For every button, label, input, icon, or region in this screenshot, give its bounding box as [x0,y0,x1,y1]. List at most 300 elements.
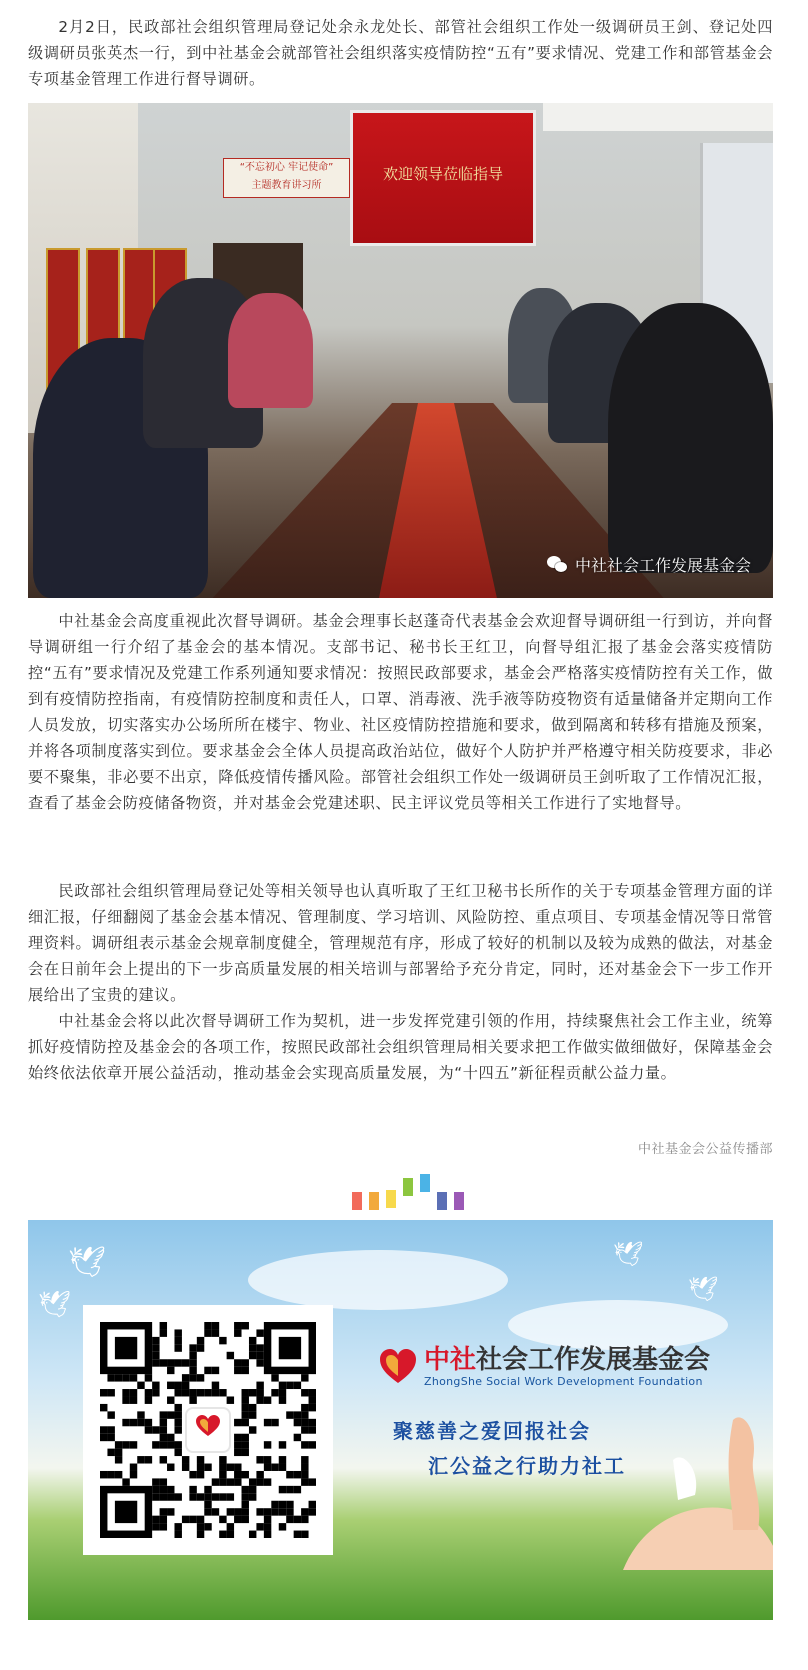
qr-module [115,1441,122,1448]
qr-module [122,1441,129,1448]
qr-module [271,1501,278,1508]
qr-module [189,1486,196,1493]
qr-module [301,1464,308,1471]
qr-module [160,1493,167,1500]
qr-module [301,1374,308,1381]
qr-module [160,1486,167,1493]
qr-module [174,1404,181,1411]
qr-module [242,1449,249,1456]
article-paragraph-3: 民政部社会组织管理局登记处等相关领导也认真听取了王红卫秘书长所作的关于专项基金管理方面的详细汇报，仔细翻阅了基金会基本情况、管理制度、学习培训、风险防控、重点项目、专项基金情况等日常管理资料。调研组表示基金会规章制度健全，管理规范有序，形成了较好的机制以及较为成熟的做法，对基金会在日前年会上提出的下一步高质量发展的相关培训与部署给予充分肯定，同时，还对基金会下一步工作开展给出了宝贵的建议。 [28,882,773,1004]
qr-module [100,1434,107,1441]
qr-module [294,1516,301,1523]
foundation-logo [378,1345,710,1388]
qr-module [130,1396,137,1403]
divider-block [352,1192,362,1210]
qr-module [189,1359,196,1366]
qr-module [167,1508,174,1515]
qr-module [167,1486,174,1493]
qr-module [309,1478,316,1485]
qr-module [182,1374,189,1381]
qr-module [249,1531,256,1538]
qr-module [212,1493,219,1500]
foundation-banner [28,1220,773,1620]
qr-module [204,1367,211,1374]
qr-module [137,1419,144,1426]
qr-module [279,1501,286,1508]
qr-module [100,1404,107,1411]
qr-module [249,1411,256,1418]
qr-finder-square [115,1337,137,1359]
qr-module [286,1471,293,1478]
wechat-icon [547,556,569,574]
qr-module [189,1352,196,1359]
qr-module [189,1367,196,1374]
qr-module [174,1337,181,1344]
qr-module [122,1374,129,1381]
qr-module [160,1434,167,1441]
qr-module [137,1411,144,1418]
hands-illustration [583,1400,773,1580]
qr-module [301,1531,308,1538]
qr-module [100,1471,107,1478]
qr-module [115,1374,122,1381]
qr-module [219,1389,226,1396]
qr-module [249,1493,256,1500]
qr-module [301,1411,308,1418]
qr-module [197,1471,204,1478]
photo-watermark: 中社社会工作发展基金会 [547,553,751,576]
qr-module [167,1411,174,1418]
qr-module [174,1359,181,1366]
qr-module [174,1411,181,1418]
qr-module [301,1456,308,1463]
qr-module [279,1456,286,1463]
qr-module [204,1464,211,1471]
qr-module [152,1478,159,1485]
qr-module [256,1396,263,1403]
qr-module [227,1508,234,1515]
qr-module [294,1419,301,1426]
qr-module [286,1486,293,1493]
qr-module [212,1322,219,1329]
qr-module [264,1508,271,1515]
qr-module [286,1508,293,1515]
qr-module [256,1471,263,1478]
qr-module [167,1367,174,1374]
qr-module [219,1464,226,1471]
qr-module [234,1322,241,1329]
qr-module [271,1508,278,1515]
qr-module [242,1359,249,1366]
qr-module [301,1389,308,1396]
qr-module [197,1516,204,1523]
qr-module [256,1389,263,1396]
qr-module [301,1516,308,1523]
qr-module [264,1441,271,1448]
qr-module [286,1382,293,1389]
qr-module [145,1419,152,1426]
dove-icon: 🕊 [613,1240,644,1268]
qr-module [242,1486,249,1493]
divider-block [454,1192,464,1210]
qr-module [301,1404,308,1411]
qr-module [309,1404,316,1411]
qr-module [197,1523,204,1530]
org-name: 社会工作发展基金会 [476,1345,711,1375]
qr-module [182,1359,189,1366]
qr-module [204,1523,211,1530]
qr-module [234,1441,241,1448]
qr-module [242,1411,249,1418]
qr-module [197,1464,204,1471]
qr-module [212,1478,219,1485]
article-paragraph-intro: 2月2日，民政部社会组织管理局登记处余永龙处长、部管社会组织工作处一级调研员王剑、登记处四级调研员张英杰一行，到中社基金会就部管社会组织落实疫情防控“五有”要求情况、党建工作和部管基金会专项基金管理工作进行督导调研。 [28,18,773,88]
qr-module [227,1352,234,1359]
qr-module [182,1516,189,1523]
qr-module [279,1441,286,1448]
projector-screen: 欢迎领导莅临指导 [353,113,533,243]
qr-module [234,1434,241,1441]
qr-module [249,1344,256,1351]
divider-block [403,1178,413,1196]
qr-module [160,1516,167,1523]
qr-module [107,1426,114,1433]
qr-module [242,1434,249,1441]
qr-module [212,1508,219,1515]
qr-module [234,1329,241,1336]
qr-module [145,1456,152,1463]
qr-module [160,1411,167,1418]
qr-module [189,1374,196,1381]
qr-module [294,1471,301,1478]
qr-module [234,1471,241,1478]
qr-module [256,1344,263,1351]
qr-module [145,1389,152,1396]
qr-module [309,1501,316,1508]
qr-module [294,1434,301,1441]
qr-module [152,1337,159,1344]
qr-module [145,1426,152,1433]
qr-module [204,1501,211,1508]
qr-module [234,1367,241,1374]
qr-module [107,1471,114,1478]
qr-module [219,1516,226,1523]
qr-module [130,1471,137,1478]
qr-module [271,1374,278,1381]
qr-module [174,1449,181,1456]
qr-module [212,1329,219,1336]
qr-module [309,1441,316,1448]
qr-module [204,1486,211,1493]
qr-module [204,1493,211,1500]
qr-module [234,1359,241,1366]
qr-module [189,1396,196,1403]
qr-module [219,1456,226,1463]
qr-module [152,1486,159,1493]
qr-module [130,1374,137,1381]
qr-module [264,1464,271,1471]
qr-module [294,1411,301,1418]
qr-module [115,1471,122,1478]
qr-module [279,1508,286,1515]
qr-module [160,1456,167,1463]
qr-module [160,1508,167,1515]
qr-module [167,1464,174,1471]
qr-module [167,1441,174,1448]
dove-icon: 🕊 [38,1290,72,1320]
qr-module [234,1508,241,1515]
meeting-slogan-board: “不忘初心 牢记使命” 主题教育讲习所 [223,158,350,198]
qr-module [197,1493,204,1500]
qr-module [301,1419,308,1426]
qr-module [174,1426,181,1433]
qr-module [130,1441,137,1448]
org-name-highlight: 中社 [424,1345,477,1375]
qr-module [264,1456,271,1463]
qr-module [301,1471,308,1478]
qr-module [152,1344,159,1351]
color-bar-divider [352,1170,482,1210]
qr-module [160,1329,167,1336]
qr-module [152,1389,159,1396]
qr-module [152,1516,159,1523]
qr-module [152,1426,159,1433]
qr-module [249,1389,256,1396]
qr-module [234,1464,241,1471]
qr-module [249,1486,256,1493]
qr-module [189,1516,196,1523]
qr-module [122,1419,129,1426]
qr-module [182,1464,189,1471]
motto-line-1: 聚慈善之爱回报社会 [393,1419,591,1443]
qr-module [160,1322,167,1329]
org-name-english: ZhongShe Social Work Development Foundation [424,1375,703,1388]
qr-module [197,1389,204,1396]
qr-module [167,1434,174,1441]
qr-finder-square [279,1337,301,1359]
qr-module [115,1456,122,1463]
qr-module [294,1486,301,1493]
qr-module [189,1389,196,1396]
qr-module [264,1419,271,1426]
qr-module [301,1478,308,1485]
qr-module [122,1396,129,1403]
heart-logo-icon [196,1415,220,1437]
qr-module [167,1493,174,1500]
qr-module [301,1426,308,1433]
qr-module [160,1523,167,1530]
divider-block [369,1192,379,1210]
qr-module [242,1419,249,1426]
qr-module [145,1374,152,1381]
qr-module [279,1382,286,1389]
qr-module [256,1329,263,1336]
qr-module [115,1449,122,1456]
qr-module [309,1389,316,1396]
qr-module [256,1382,263,1389]
qr-module [301,1441,308,1448]
qr-finder-square [115,1501,137,1523]
qr-module [294,1531,301,1538]
qr-module [197,1337,204,1344]
qr-module [145,1396,152,1403]
qr-module [174,1441,181,1448]
qr-module [286,1516,293,1523]
qr-module [242,1471,249,1478]
qr-module [174,1344,181,1351]
qr-module [264,1523,271,1530]
qr-module [242,1501,249,1508]
qr-module [279,1464,286,1471]
motto-line-2: 汇公益之行助力社工 [428,1454,626,1478]
qr-module [249,1352,256,1359]
article-paragraph-4: 中社基金会将以此次督导调研工作为契机，进一步发挥党建引领的作用，持续聚焦社会工作主业，统筹抓好疫情防控及基金会的各项工作，按照民政部社会组织管理局相关要求把工作做实做细做好，保障基金会始终依法依章开展公益活动，推动基金会实现高质量发展，为“十四五”新征程贡献公益力量。 [28,1012,773,1082]
qr-module [152,1359,159,1366]
qr-module [152,1352,159,1359]
qr-module [279,1396,286,1403]
qr-module [212,1367,219,1374]
qr-module [256,1508,263,1515]
qr-module [107,1389,114,1396]
qr-module [309,1419,316,1426]
qr-module [242,1404,249,1411]
qr-module [234,1419,241,1426]
qr-module [160,1419,167,1426]
qr-module [227,1396,234,1403]
qr-module [242,1389,249,1396]
qr-module [256,1352,263,1359]
meeting-photo [28,103,773,598]
qr-module [242,1508,249,1515]
qr-module [107,1374,114,1381]
qr-module [271,1389,278,1396]
divider-block [420,1174,430,1192]
article-signature: 中社基金会公益传播部 [637,1142,773,1157]
dove-icon: 🕊 [688,1275,719,1303]
qr-module [309,1396,316,1403]
qr-module [130,1464,137,1471]
qr-module [204,1508,211,1515]
qr-module [279,1523,286,1530]
foundation-heart-icon [378,1347,418,1387]
qr-module [242,1367,249,1374]
qr-module [294,1382,301,1389]
qr-module [249,1337,256,1344]
qr-module [197,1344,204,1351]
qr-module [182,1456,189,1463]
qr-module [286,1501,293,1508]
qr-module [100,1426,107,1433]
qr-module [152,1382,159,1389]
qr-module [204,1389,211,1396]
qr-module [107,1434,114,1441]
qr-module [100,1389,107,1396]
qr-module [174,1382,181,1389]
qr-module [249,1478,256,1485]
qr-module [189,1344,196,1351]
qr-module [227,1531,234,1538]
qr-module [212,1382,219,1389]
qr-module [256,1456,263,1463]
qr-module [107,1449,114,1456]
qr-module [160,1426,167,1433]
qr-module [309,1426,316,1433]
qr-module [249,1404,256,1411]
qr-module [219,1471,226,1478]
qr-module [122,1478,129,1485]
dove-icon: 🕊 [68,1245,107,1280]
qr-module [174,1329,181,1336]
qr-module [182,1389,189,1396]
qr-module [130,1389,137,1396]
qr-module [160,1441,167,1448]
qr-module [174,1419,181,1426]
qr-module [204,1322,211,1329]
qr-module [189,1493,196,1500]
qr-module [174,1531,181,1538]
qr-module [264,1478,271,1485]
qr-module [256,1523,263,1530]
qr-module [204,1329,211,1336]
qr-module [242,1493,249,1500]
qr-module [286,1411,293,1418]
qr-logo [187,1409,229,1451]
qr-module [234,1449,241,1456]
divider-block [437,1192,447,1210]
qr-module [182,1382,189,1389]
qr-module [271,1419,278,1426]
qr-module [234,1516,241,1523]
divider-block [386,1190,396,1208]
qr-module [242,1396,249,1403]
qr-module [256,1359,263,1366]
qr-module [174,1523,181,1530]
qr-module [249,1426,256,1433]
qr-module [219,1478,226,1485]
qr-module [107,1411,114,1418]
qr-module [197,1374,204,1381]
qr-module [219,1531,226,1538]
qr-module [152,1523,159,1530]
qr-code [83,1305,333,1555]
qr-module [197,1456,204,1463]
qr-module [219,1337,226,1344]
qr-module [167,1359,174,1366]
qr-module [152,1441,159,1448]
qr-module [167,1382,174,1389]
qr-module [242,1322,249,1329]
qr-module [264,1531,271,1538]
qr-module [234,1478,241,1485]
qr-module [167,1396,174,1403]
qr-module [271,1464,278,1471]
qr-module [242,1516,249,1523]
qr-module [301,1508,308,1515]
qr-module [174,1493,181,1500]
qr-module [197,1531,204,1538]
qr-module [279,1486,286,1493]
qr-module [227,1478,234,1485]
article-paragraph-2: 中社基金会高度重视此次督导调研。基金会理事长赵蓬奇代表基金会欢迎督导调研组一行到访，并向督导调研组一行介绍了基金会的基本情况。支部书记、秘书长王红卫，向督导组汇报了基金会落实疫情防控“五有”要求情况及党建工作系列通知要求情况：按照民政部要求，基金会严格落实疫情防控有关工作，做到有疫情防控指南，有疫情防控制度和责任人，口罩、消毒液、洗手液等防疫物资有适量储备并定期向工作人员发放，切实落实办公场所所在楼宇、物业、社区疫情防控措施和要求，做到隔离和转移有措施及预案，并将各项制度落实到位。要求基金会全体人员提高政治站位，做好个人防护并严格遵守相关防疫要求，非必要不聚集，非必要不出京，降低疫情传播风险。部管社会组织工作处一级调研员王剑听取了工作情况汇报，查看了基金会防疫储备物资，并对基金会党建述职、民主评议党员等相关工作进行了实地督导。 [28,612,773,812]
qr-module [137,1456,144,1463]
qr-module [160,1478,167,1485]
qr-module [256,1478,263,1485]
qr-module [160,1359,167,1366]
qr-module [212,1389,219,1396]
qr-module [264,1516,271,1523]
qr-module [227,1464,234,1471]
qr-module [227,1523,234,1530]
